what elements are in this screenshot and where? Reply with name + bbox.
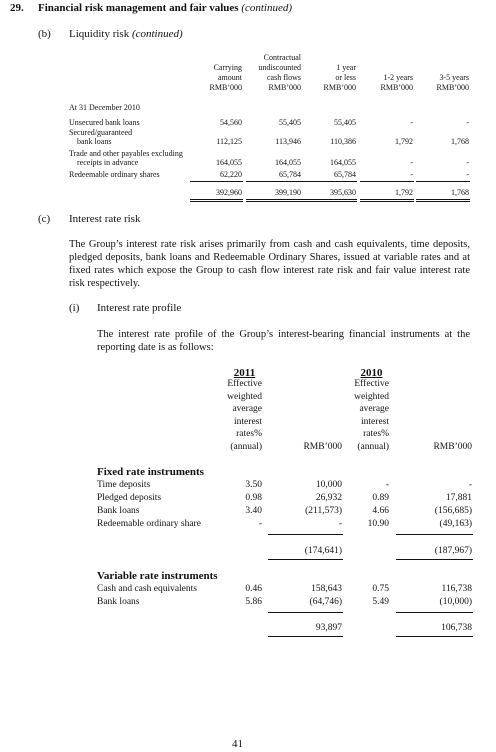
liquidity-cell: 1,792: [395, 137, 413, 146]
liquidity-total-rule: [246, 199, 302, 200]
liquidity-row-label: Trade and other payables excluding: [69, 149, 183, 158]
liquidity-cell: 113,946: [275, 137, 301, 146]
rate-header-cell: interest: [361, 416, 389, 427]
liquidity-total-cell: 1,792: [395, 188, 413, 197]
rate-header-cell: interest: [234, 416, 262, 427]
liquidity-cell: 54,560: [220, 118, 242, 127]
rate-header-cell: average: [359, 404, 389, 414]
fixed-total-rule: [268, 559, 343, 560]
fixed-rate-row-label: Redeemable ordinary share: [97, 519, 201, 529]
variable-total-rule: [396, 636, 473, 637]
liquidity-date-label: At 31 December 2010: [69, 103, 140, 112]
liquidity-header-cell: RMB’000: [209, 83, 242, 92]
liquidity-subtotal-rule: [416, 181, 470, 182]
liquidity-header-cell: cash flows: [267, 73, 301, 82]
liquidity-header-cell: undiscounted: [258, 63, 301, 72]
page-number: 41: [232, 738, 243, 750]
rate-header-cell: Effective: [227, 379, 262, 389]
liquidity-total-rule: [360, 201, 414, 202]
rate-header-cell: weighted: [227, 391, 262, 402]
fixed-rate-row-label: Bank loans: [97, 506, 140, 516]
section-b-title: [69, 28, 183, 40]
subsection-i-paragraph: The interest rate profile of the Group’s interest-bearing financial instruments at the reporting date is as follows:: [97, 329, 470, 353]
variable-rate-cell: 0.46: [245, 584, 262, 594]
variable-total-cell: 106,738: [441, 623, 472, 633]
section-c-paragraph: The Group’s interest rate risk arises primarily from cash and cash equivalents, time deposits, pledged deposits, bank loans and Redeemable Ordinary Shares, issued at variable rates and at fixed rates which expose the Group to cash flow interest rate risk and fair value interest rate risk respectively.: [69, 239, 470, 289]
fixed-rate-cell: 0.89: [372, 493, 389, 503]
section-c-title: Interest rate risk: [69, 213, 141, 225]
liquidity-total-rule: [302, 201, 357, 202]
variable-rate-cell: (10,000): [439, 597, 472, 607]
rate-header-cell: (annual): [357, 441, 389, 452]
fixed-rate-cell: 17,881: [445, 493, 472, 503]
fixed-rate-cell: -: [385, 480, 389, 490]
variable-subtotal-rule: [396, 612, 473, 613]
fixed-rate-cell: 10,000: [315, 480, 342, 490]
liquidity-total-rule: [360, 199, 414, 200]
fixed-rate-cell: -: [338, 519, 342, 529]
liquidity-total-rule: [190, 201, 243, 202]
liquidity-cell: -: [466, 158, 469, 167]
rate-header-cell: rates%: [236, 429, 262, 439]
liquidity-total-cell: 395,630: [330, 188, 356, 197]
liquidity-cell: 55,405: [334, 118, 356, 127]
liquidity-row-label: Unsecured bank loans: [69, 118, 140, 127]
liquidity-header-cell: RMB’000: [323, 83, 356, 92]
liquidity-subtotal-rule: [190, 181, 243, 182]
rate-header-cell: average: [232, 404, 262, 414]
liquidity-cell: 112,125: [216, 137, 242, 146]
note-number: 29.: [10, 2, 24, 14]
note-title: [38, 2, 292, 14]
section-b-title-suffix: (continued): [131, 28, 183, 40]
rate-header-cell: weighted: [354, 391, 389, 402]
liquidity-total-cell: 399,190: [275, 188, 301, 197]
liquidity-row-label: Redeemable ordinary shares: [69, 170, 160, 179]
liquidity-header-cell: RMB’000: [436, 83, 469, 92]
rate-header-cell: (annual): [230, 441, 262, 452]
section-b-letter: (b): [38, 28, 51, 40]
liquidity-total-rule: [246, 201, 302, 202]
fixed-rate-cell: 3.50: [245, 480, 262, 490]
liquidity-row-label: bank loans: [77, 137, 112, 146]
liquidity-row-label: Secured/guaranteed: [69, 128, 133, 137]
fixed-rate-row-label: Pledged deposits: [97, 493, 162, 503]
variable-rate-row-label: Cash and cash equivalents: [97, 584, 197, 594]
fixed-rate-cell: 10.90: [367, 519, 389, 529]
variable-total-rule: [268, 636, 343, 637]
fixed-rate-cell: 3.40: [245, 506, 262, 516]
fixed-rate-title: Fixed rate instruments: [97, 466, 204, 478]
fixed-subtotal-rule: [268, 534, 343, 535]
variable-rate-row-label: Bank loans: [97, 597, 140, 607]
section-b-title-text: Liquidity risk: [69, 28, 130, 40]
fixed-rate-cell: -: [468, 480, 472, 490]
liquidity-cell: 110,386: [330, 137, 356, 146]
liquidity-header-cell: Carrying: [213, 63, 242, 72]
fixed-rate-cell: 26,932: [315, 493, 342, 503]
liquidity-total-rule: [302, 199, 357, 200]
liquidity-cell: -: [410, 158, 413, 167]
liquidity-total-cell: 1,768: [451, 188, 469, 197]
section-c-letter: (c): [38, 213, 51, 225]
note-title-suffix: (continued): [241, 2, 293, 14]
rate-header-cell: rates%: [363, 429, 389, 439]
liquidity-cell: 164,055: [216, 158, 242, 167]
fixed-rate-cell: 4.66: [372, 506, 389, 516]
fixed-rate-cell: (211,573): [305, 506, 342, 516]
liquidity-cell: -: [410, 170, 413, 179]
variable-rate-cell: 5.86: [245, 597, 262, 607]
liquidity-header-cell: RMB’000: [268, 83, 301, 92]
liquidity-cell: -: [466, 118, 469, 127]
liquidity-cell: 164,055: [275, 158, 301, 167]
fixed-total-rule: [396, 559, 473, 560]
subsection-i-number: (i): [69, 302, 80, 314]
liquidity-header-cell: 1 year: [336, 63, 356, 72]
liquidity-cell: -: [410, 118, 413, 127]
fixed-rate-row-label: Time deposits: [97, 480, 151, 490]
variable-rate-cell: 5.49: [372, 597, 389, 607]
liquidity-cell: 1,768: [451, 137, 469, 146]
fixed-total-cell: (174,641): [304, 546, 342, 556]
variable-rate-title: Variable rate instruments: [97, 570, 218, 582]
fixed-total-cell: (187,967): [434, 546, 472, 556]
variable-total-cell: 93,897: [315, 623, 342, 633]
rate-year-header: 2010: [360, 367, 383, 379]
liquidity-cell: 65,784: [334, 170, 356, 179]
liquidity-header-cell: 3-5 years: [439, 73, 469, 82]
fixed-rate-cell: -: [258, 519, 262, 529]
liquidity-header-cell: 1-2 years: [383, 73, 413, 82]
amount-header-cell: RMB’000: [303, 442, 342, 452]
variable-subtotal-rule: [268, 612, 343, 613]
liquidity-row-label: receipts in advance: [77, 158, 139, 167]
liquidity-header-cell: Contractual: [263, 53, 301, 62]
liquidity-cell: 164,055: [330, 158, 356, 167]
liquidity-header-cell: RMB’000: [380, 83, 413, 92]
liquidity-total-rule: [190, 199, 243, 200]
amount-header-cell: RMB’000: [433, 442, 472, 452]
liquidity-header-cell: amount: [218, 73, 242, 82]
liquidity-subtotal-rule: [302, 181, 357, 182]
subsection-i-title: Interest rate profile: [97, 302, 182, 314]
liquidity-total-rule: [416, 201, 470, 202]
liquidity-header-cell: or less: [335, 73, 356, 82]
liquidity-cell: 55,405: [279, 118, 301, 127]
liquidity-subtotal-rule: [360, 181, 414, 182]
variable-rate-cell: 158,643: [311, 584, 342, 594]
fixed-rate-cell: (49,163): [439, 519, 472, 529]
liquidity-subtotal-rule: [246, 181, 302, 182]
rate-header-cell: Effective: [354, 379, 389, 389]
liquidity-cell: 65,784: [279, 170, 301, 179]
liquidity-total-rule: [416, 199, 470, 200]
fixed-rate-cell: (156,685): [434, 506, 472, 516]
fixed-subtotal-rule: [396, 534, 473, 535]
variable-rate-cell: 116,738: [441, 584, 472, 594]
liquidity-cell: -: [466, 170, 469, 179]
note-title-text: Financial risk management and fair values: [38, 2, 239, 14]
liquidity-total-cell: 392,960: [216, 188, 242, 197]
liquidity-cell: 62,220: [220, 170, 242, 179]
variable-rate-cell: (64,746): [309, 597, 342, 607]
fixed-rate-cell: 0.98: [245, 493, 262, 503]
variable-rate-cell: 0.75: [372, 584, 389, 594]
rate-year-header: 2011: [233, 367, 256, 379]
